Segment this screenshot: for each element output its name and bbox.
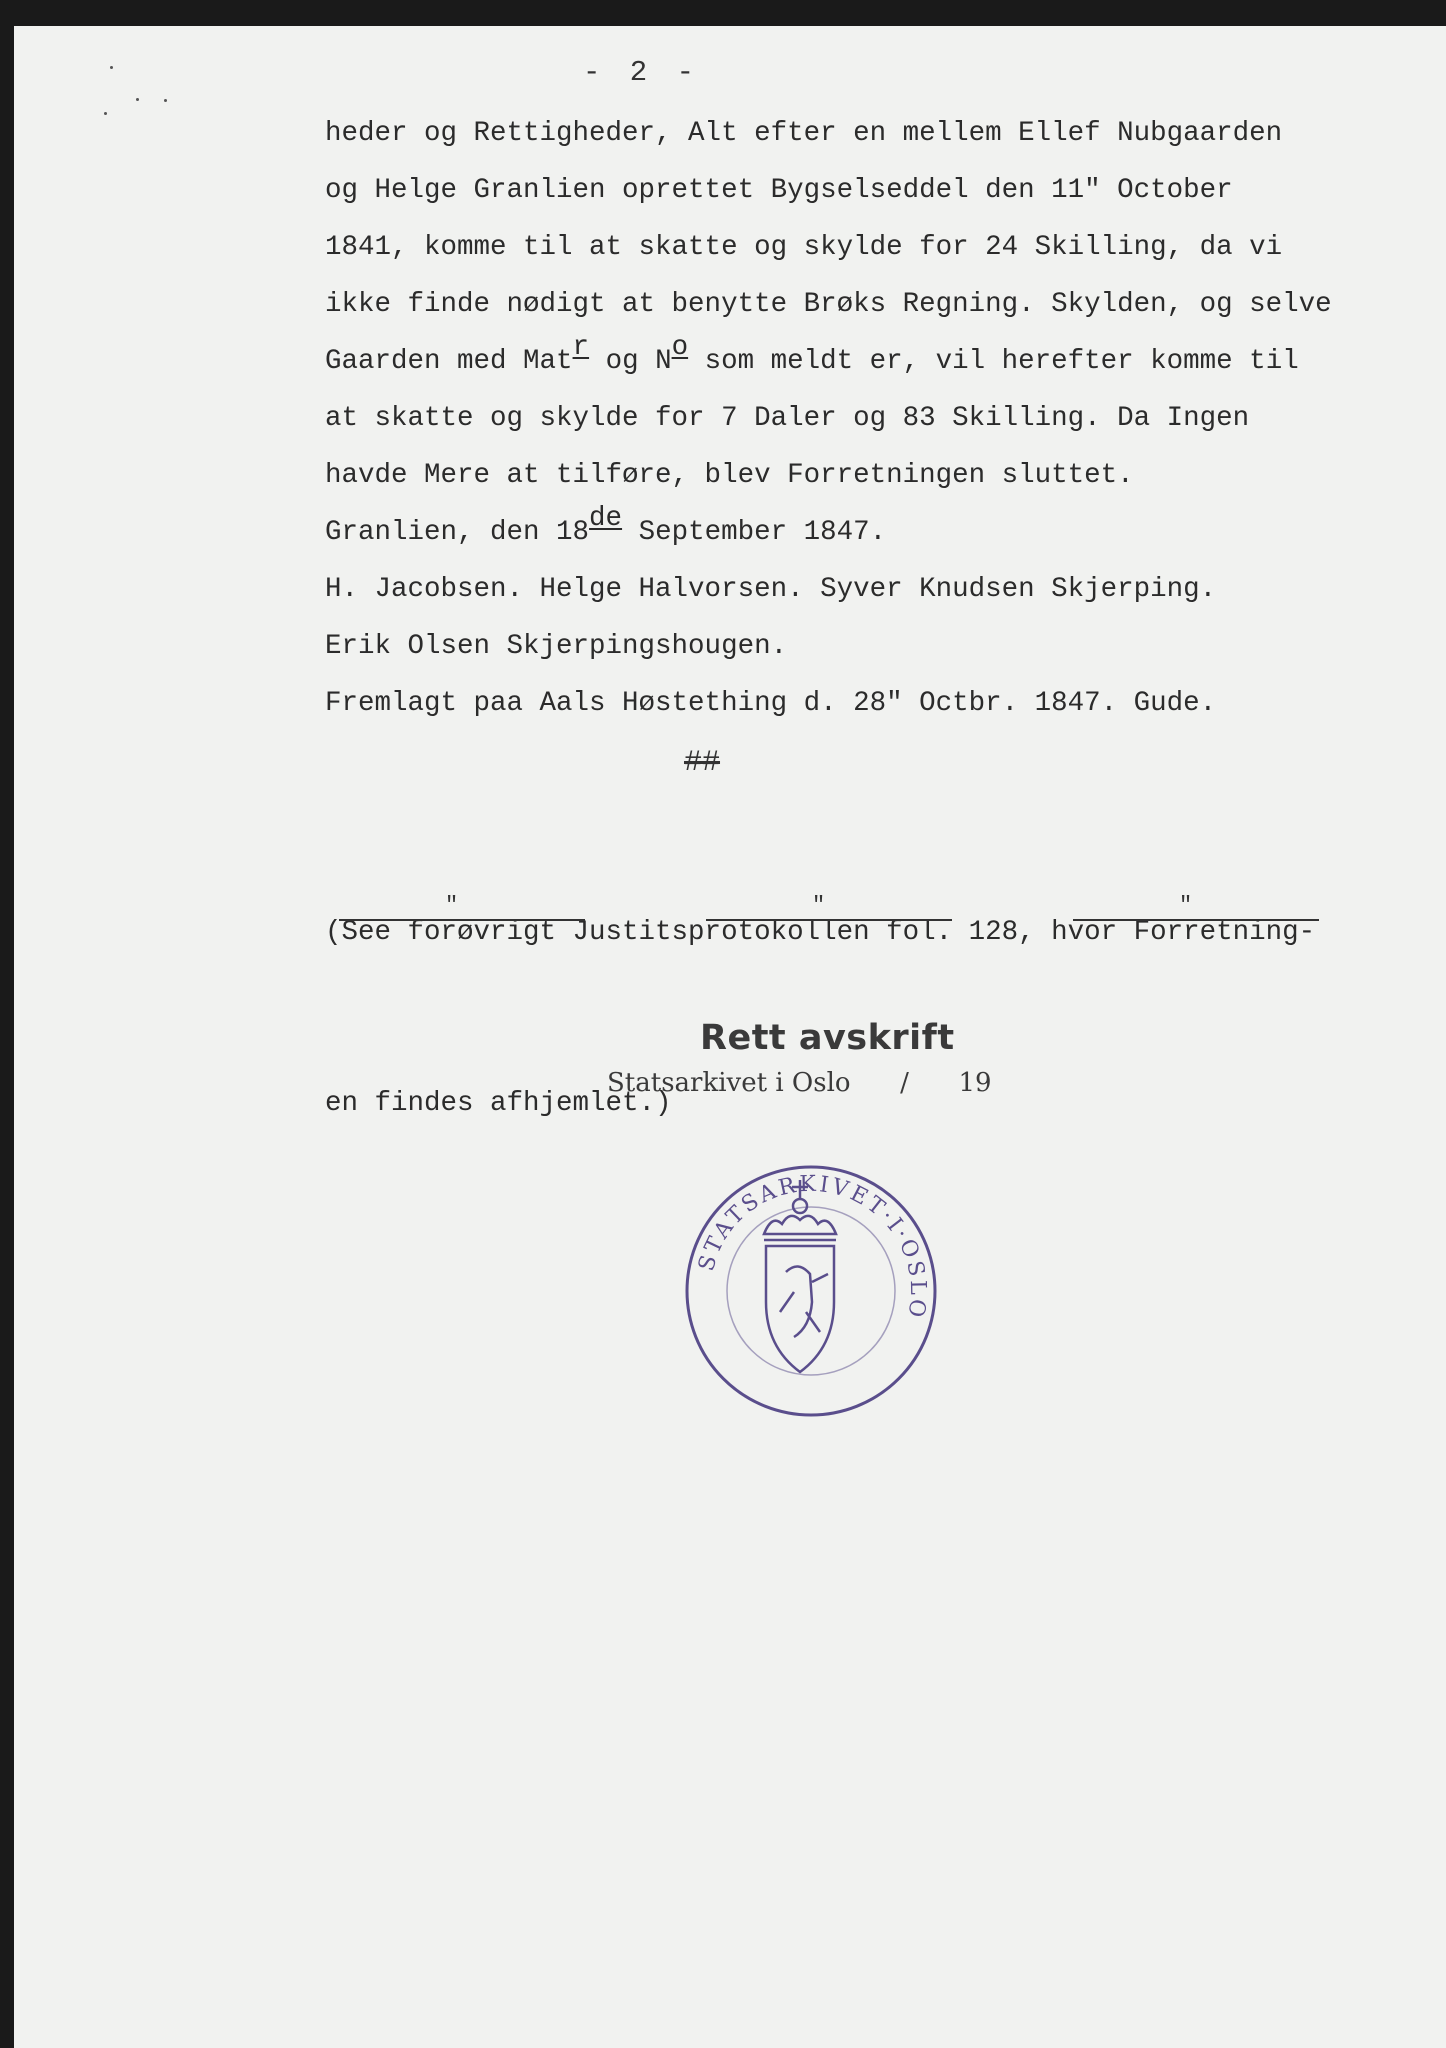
line-text: September 1847. xyxy=(622,517,887,548)
line-text: at skatte og skylde for 7 Daler og 83 Skilling. Da Ingen xyxy=(325,403,1250,434)
body-line xyxy=(325,276,1425,333)
line-text: Granlien, den 18 xyxy=(325,517,590,548)
ditto-mark: " xyxy=(445,893,459,918)
body-line xyxy=(325,162,1425,219)
seal-text: STATSARKIVET·I·OSLO xyxy=(694,1171,931,1322)
line-text: heder og Rettigheder, Alt efter en mellem Ellef Nubgaarden xyxy=(325,118,1283,149)
line-text: ikke finde nødigt at benytte Brøks Regning. Skylden, og selve xyxy=(325,289,1332,320)
note-line: en findes afhjemlet.) xyxy=(325,1088,672,1119)
body-line xyxy=(325,333,1425,390)
line-text: og N xyxy=(589,346,672,377)
line-text: H. Jacobsen. Helge Halvorsen. Syver Knudsen Skjerping. xyxy=(325,574,1217,605)
signature-line xyxy=(1073,893,1319,921)
note-line: (See forøvrigt Justitsprotokollen fol. 128, hvor Forretning- xyxy=(325,917,1316,948)
body-line xyxy=(325,390,1425,447)
line-text: som meldt er, vil herefter komme til xyxy=(688,346,1299,377)
line-text: havde Mere at tilføre, blev Forretningen sluttet. xyxy=(325,460,1134,491)
line-text: Erik Olsen Skjerpingshougen. xyxy=(325,631,788,662)
line-text: Gaarden med Mat xyxy=(325,346,573,377)
line-text: Fremlagt paa Aals Høstething d. 28" Octbr. 1847. Gude. xyxy=(325,688,1217,719)
body-line xyxy=(325,219,1425,276)
ditto-mark: " xyxy=(1179,893,1193,918)
line-text: og Helge Granlien oprettet Bygselseddel den 11" October xyxy=(325,175,1233,206)
stamp-title: Rett avskrift xyxy=(700,1018,955,1058)
body-line xyxy=(325,561,1425,618)
stamp-subtitle: Statsarkivet i Oslo / 19 xyxy=(607,1068,992,1098)
body-line xyxy=(325,105,1425,162)
body-line xyxy=(325,504,1425,561)
page-number: - 2 - xyxy=(583,56,701,89)
signature-line xyxy=(339,893,585,921)
separator-mark: ## xyxy=(684,746,721,780)
document-body xyxy=(325,105,1425,732)
body-line xyxy=(325,618,1425,675)
body-line xyxy=(325,447,1425,504)
signature-line xyxy=(706,893,952,921)
body-line xyxy=(325,675,1425,732)
superscript: de xyxy=(589,503,623,534)
superscript: r xyxy=(572,332,590,363)
ditto-mark: " xyxy=(812,893,826,918)
note-block xyxy=(325,790,1425,1189)
line-text: 1841, komme til at skatte og skylde for 24 Skilling, da vi xyxy=(325,232,1283,263)
archive-seal-icon xyxy=(682,1162,940,1420)
superscript: o xyxy=(671,332,689,363)
